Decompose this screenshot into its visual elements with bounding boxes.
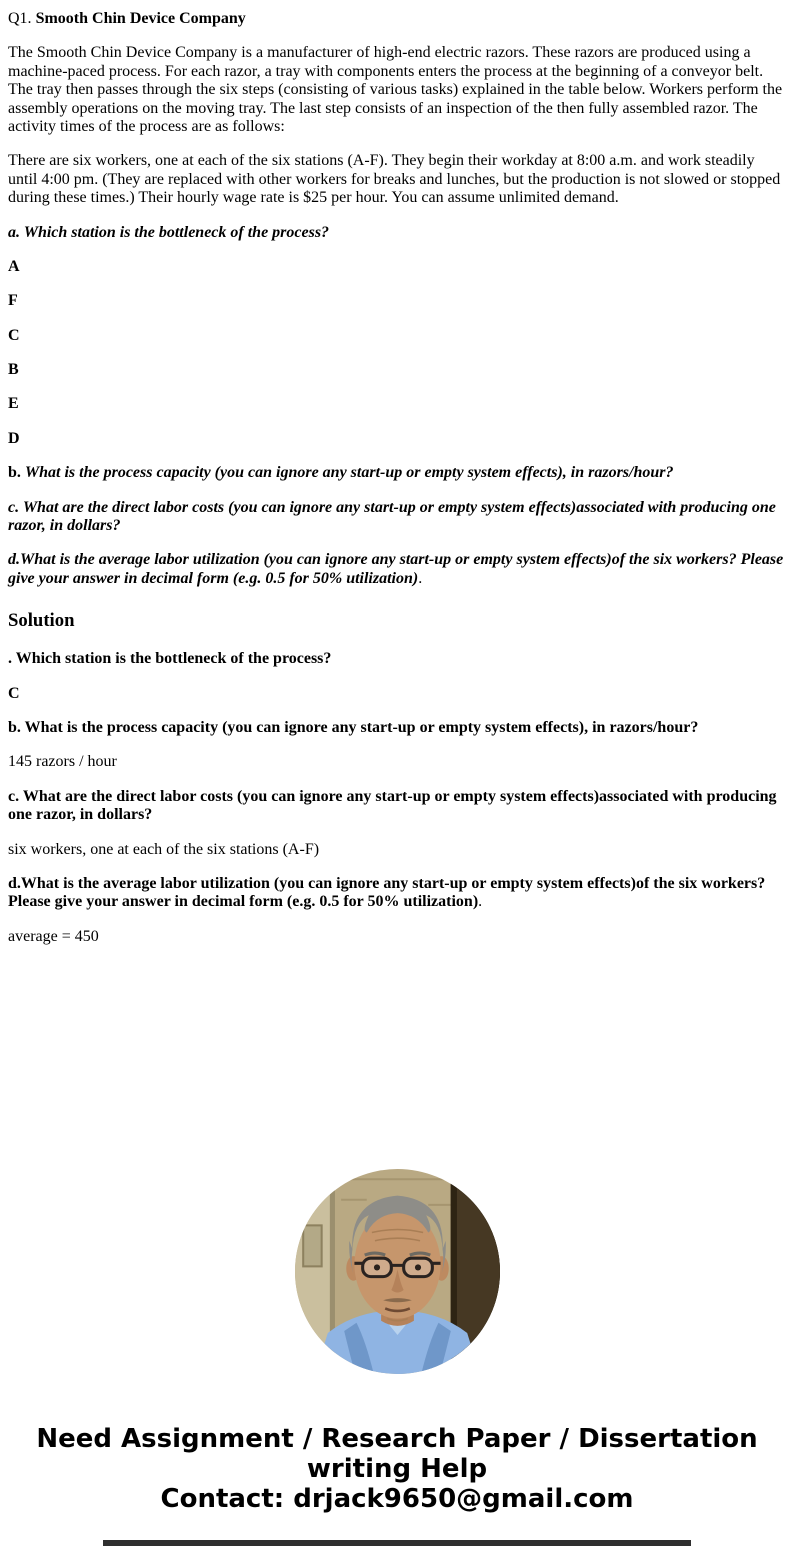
assignment-document	[0, 10, 794, 1546]
question-intro-2: There are six workers, one at each of the six stations (A-F). They begin their workday at 8:00 a.m. and work steadily until 4:00 pm. (They are replaced with other workers for breaks and lunches, but the production is not slowed or stopped during these times.) Their hourly wage rate is $25 per hour. You can assume unlimited demand.	[8, 152, 781, 207]
solution-d-period: .	[478, 893, 483, 911]
tutor-photo-graphic	[295, 1169, 500, 1374]
solution-a-answer: C	[8, 684, 20, 702]
question-part-b-text: What is the process capacity (you can ignore any start-up or empty system effects), in razors/hour?	[24, 464, 674, 482]
station-option-a: A	[8, 257, 20, 275]
footer-help-text: Need Assignment / Research Paper / Dissertation writing Help	[36, 1424, 758, 1485]
tutor-photo	[295, 1169, 500, 1374]
solution-b-answer: 145 razors / hour	[8, 753, 117, 771]
question-part-b-label: b.	[8, 464, 25, 482]
bottom-video-edge-bar	[103, 1540, 691, 1546]
station-option-e: E	[8, 395, 19, 413]
question-company-name: Smooth Chin Device Company	[35, 10, 246, 27]
station-option-f: F	[8, 292, 18, 310]
solution-d-question: d.What is the average labor utilization (you can ignore any start-up or empty system effects)of the six workers? Please give your answer in decimal form (e.g. 0.5 for 50% utilization)	[8, 874, 766, 911]
question-part-a: a. Which station is the bottleneck of the process?	[8, 223, 330, 241]
solution-c-answer: six workers, one at each of the six stations (A-F)	[8, 840, 320, 858]
solution-b-question: b. What is the process capacity (you can ignore any start-up or empty system effects), in razors/hour?	[8, 718, 699, 736]
question-part-b	[8, 464, 786, 482]
solution-c-question: c. What are the direct labor costs (you can ignore any start-up or empty system effects)associated with producing one razor, in dollars?	[8, 787, 777, 824]
solution-d-answer: average = 450	[8, 927, 99, 945]
question-number: Q1.	[8, 10, 36, 27]
footer-banner	[27, 1424, 767, 1514]
question-part-d-text: d.What is the average labor utilization (you can ignore any start-up or empty system effects)of the six workers? Please give your answer in decimal form (e.g. 0.5 for 50% utilization)	[8, 551, 784, 587]
station-option-b: B	[8, 361, 19, 379]
question-title-line	[8, 10, 786, 28]
question-part-d-period: .	[418, 569, 423, 587]
solution-a-question: . Which station is the bottleneck of the process?	[8, 650, 332, 668]
question-intro-1: The Smooth Chin Device Company is a manufacturer of high-end electric razors. These razors are produced using a machine-paced process. For each razor, a tray with components enters the process at the beginning of a conveyor belt. The tray then passes through the six steps (consisting of various tasks) explained in the table below. Workers perform the assembly operations on the moving tray. The last step consists of an inspection of the then fully assembled razor. The activity times of the process are as follows:	[8, 44, 783, 135]
solution-d-question-line	[8, 875, 786, 912]
solution-heading: Solution	[8, 610, 75, 632]
footer-contact-text: Contact: drjack9650@gmail.com	[160, 1484, 634, 1515]
station-option-d: D	[8, 429, 20, 447]
question-part-c: c. What are the direct labor costs (you can ignore any start-up or empty system effects)associated with producing one razor, in dollars?	[8, 498, 776, 535]
question-part-d	[8, 551, 786, 588]
station-option-c: C	[8, 326, 20, 344]
